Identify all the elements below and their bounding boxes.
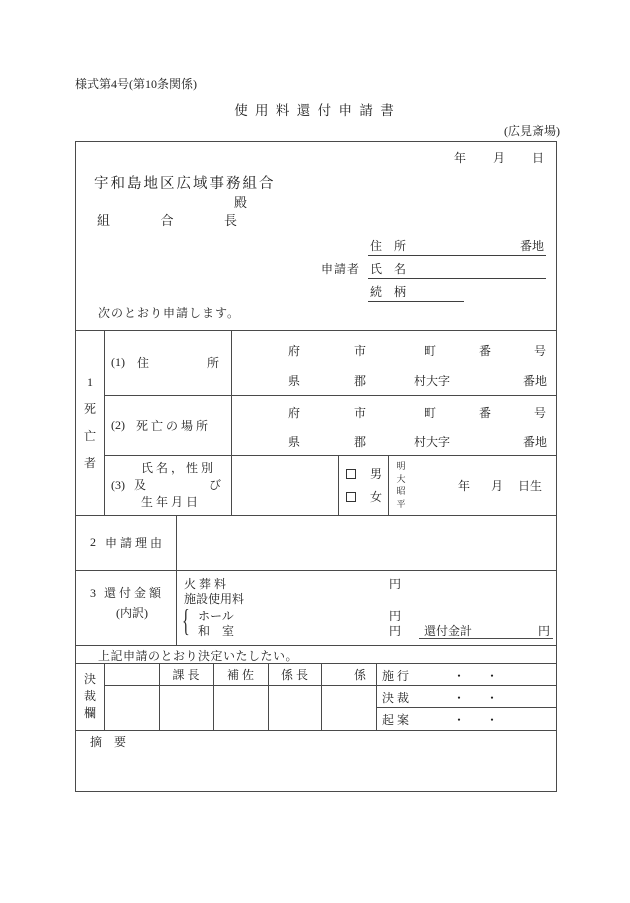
- stamp-row-execution: [376, 663, 556, 685]
- decision-note: 上記申請のとおり決定いたしたい。: [98, 649, 299, 663]
- deceased-deathplace-label: [104, 395, 231, 455]
- date-line: [454, 149, 544, 166]
- approval-col-kakaricho: 係 長: [280, 667, 308, 682]
- page-title: 使 用 料 還 付 申 請 書: [234, 103, 396, 118]
- yen-label: 円: [538, 624, 551, 638]
- date-year-label: 年: [453, 151, 466, 165]
- section-title: 申 請 理 由: [105, 536, 163, 550]
- addr-ban: 番: [479, 406, 492, 420]
- stamp-label: 起 案: [382, 713, 410, 727]
- addr-gun: 郡: [354, 435, 367, 449]
- approval-col-kakari: 係: [353, 667, 366, 682]
- section-subtitle: (内訳): [116, 606, 148, 620]
- gender-female-option: [346, 488, 382, 505]
- section-char: 亡: [83, 428, 96, 443]
- addressee-dono: 殿: [234, 195, 248, 210]
- addr-fu: 府: [288, 406, 301, 420]
- date-dot: ・: [486, 669, 499, 683]
- section-char: 死: [83, 401, 96, 416]
- item-label-char: 及: [134, 478, 147, 492]
- item-number: (1): [111, 355, 125, 369]
- date-day-label: 日: [531, 151, 544, 165]
- field-label: 住 所: [370, 239, 407, 253]
- cremation-fee-label: 火 葬 料: [184, 577, 227, 591]
- addressee-title-char: 長: [223, 213, 237, 228]
- addr-gun: 郡: [354, 374, 367, 388]
- section-title-line: [90, 585, 176, 602]
- grid-line: [76, 730, 556, 731]
- yen-label: 円: [389, 577, 402, 591]
- section-title: 還 付 金 額: [104, 586, 162, 600]
- approval-col-hosa: 補 佐: [226, 667, 254, 682]
- item-number: (2): [111, 417, 125, 432]
- era-char: 大: [396, 473, 406, 484]
- addr-ban: 番: [479, 344, 492, 358]
- era-char: 平: [396, 498, 406, 509]
- addr-fu: 府: [288, 344, 301, 358]
- section-number: 1: [87, 374, 93, 389]
- era-char: 昭: [396, 486, 406, 496]
- approval-section-label: [76, 663, 104, 730]
- deceased-name-label: [104, 455, 231, 515]
- section-char: 者: [83, 455, 96, 470]
- applicant-relation-field: [368, 279, 464, 302]
- hall-fee-label: ホール: [198, 609, 234, 623]
- section-char: 裁: [83, 689, 96, 703]
- deceased-deathplace-grid: [231, 395, 556, 455]
- applicant-address-field: [368, 233, 546, 256]
- reason-section-label: [76, 515, 176, 570]
- birth-month-label: 月: [491, 479, 504, 493]
- birthdate-cell: [388, 455, 556, 515]
- checkbox-male-icon: [346, 469, 356, 479]
- section-number: 3: [90, 586, 96, 600]
- form-number: 様式第4号(第10条関係): [75, 77, 197, 91]
- approval-col-kacho: 課 長: [172, 667, 200, 682]
- grid-line: [104, 663, 105, 730]
- field-suffix: 番地: [519, 239, 544, 253]
- intro-sentence: 次のとおり申請します。: [98, 306, 241, 320]
- washitsu-fee-label: 和 室: [198, 624, 235, 638]
- refund-total-underline: [419, 638, 553, 639]
- addr-shi: 市: [354, 406, 367, 420]
- facility-fee-label: 施設使用料: [184, 592, 245, 606]
- addressee-title-char: 組: [97, 213, 111, 228]
- item-label: 死 亡 の 場 所: [136, 418, 209, 433]
- addr-shi: 市: [354, 344, 367, 358]
- stamp-label: 決 裁: [382, 691, 410, 705]
- addressee-org: 宇和島地区広域事務組合: [94, 176, 276, 192]
- item-label-line: [111, 477, 231, 494]
- item-label-char: 所: [206, 356, 219, 370]
- item-label: [137, 354, 219, 371]
- addr-cho: 町: [424, 406, 437, 420]
- addr-ken: 県: [288, 374, 301, 388]
- date-dot: ・: [453, 691, 466, 705]
- addr-ken: 県: [288, 435, 301, 449]
- date-dot: ・: [486, 713, 499, 727]
- grid-line: [76, 645, 556, 646]
- applicant-name-field: [368, 256, 546, 279]
- field-label: 氏 名: [370, 262, 407, 276]
- deceased-section-label: [76, 330, 104, 515]
- addr-cho: 町: [424, 344, 437, 358]
- deceased-address-label: [104, 330, 231, 395]
- refund-total-label: 還付金計: [424, 624, 473, 638]
- date-dot: ・: [453, 669, 466, 683]
- gender-male-label: 男: [370, 467, 383, 481]
- addr-banchi: 番地: [523, 435, 548, 449]
- form-body-box: [75, 141, 557, 792]
- item-label-char: び: [208, 478, 221, 492]
- refund-breakdown-cell: [176, 570, 556, 645]
- yen-label: 円: [389, 609, 402, 623]
- gender-cell: [338, 455, 388, 515]
- refund-section-label: [76, 570, 176, 645]
- stamp-row-decision: [376, 685, 556, 707]
- era-labels: [395, 460, 407, 510]
- date-dot: ・: [453, 713, 466, 727]
- summary-label: 摘 要: [90, 735, 127, 749]
- item-number: (3): [111, 478, 125, 492]
- gender-male-option: [346, 465, 382, 482]
- stamp-row-draft: [376, 707, 556, 730]
- section-char: 欄: [83, 706, 96, 720]
- field-label: 続 柄: [370, 285, 407, 299]
- item-label-line: 氏 名 ， 性 別: [141, 461, 214, 475]
- stamp-label: 施 行: [382, 669, 410, 683]
- birth-year-label: 年: [458, 479, 471, 493]
- item-label-line: 生 年 月 日: [141, 495, 199, 509]
- deceased-address-grid: [231, 330, 556, 395]
- addressee-title: [97, 210, 237, 229]
- addr-mura: 村大字: [414, 435, 451, 449]
- gender-female-label: 女: [370, 490, 383, 504]
- checkbox-female-icon: [346, 492, 356, 502]
- applicant-fields: [368, 233, 546, 302]
- era-char: 明: [396, 461, 406, 471]
- date-dot: ・: [486, 691, 499, 705]
- addr-banchi: 番地: [523, 374, 548, 388]
- applicant-label: 申請者: [321, 262, 361, 276]
- brace-icon: {: [182, 602, 190, 638]
- section-char: 決: [83, 672, 96, 686]
- addr-go: 号: [534, 406, 547, 420]
- addr-go: 号: [534, 344, 547, 358]
- addressee-title-char: 合: [160, 213, 174, 228]
- yen-label: 円: [389, 624, 402, 638]
- date-month-label: 月: [492, 151, 505, 165]
- section-number: 2: [90, 535, 96, 549]
- item-label-char: 住: [137, 356, 150, 370]
- birth-day-label: 日生: [518, 479, 543, 493]
- item-label-pair: [134, 477, 231, 494]
- venue-note: (広見斎場): [504, 124, 560, 138]
- addr-mura: 村大字: [414, 374, 451, 388]
